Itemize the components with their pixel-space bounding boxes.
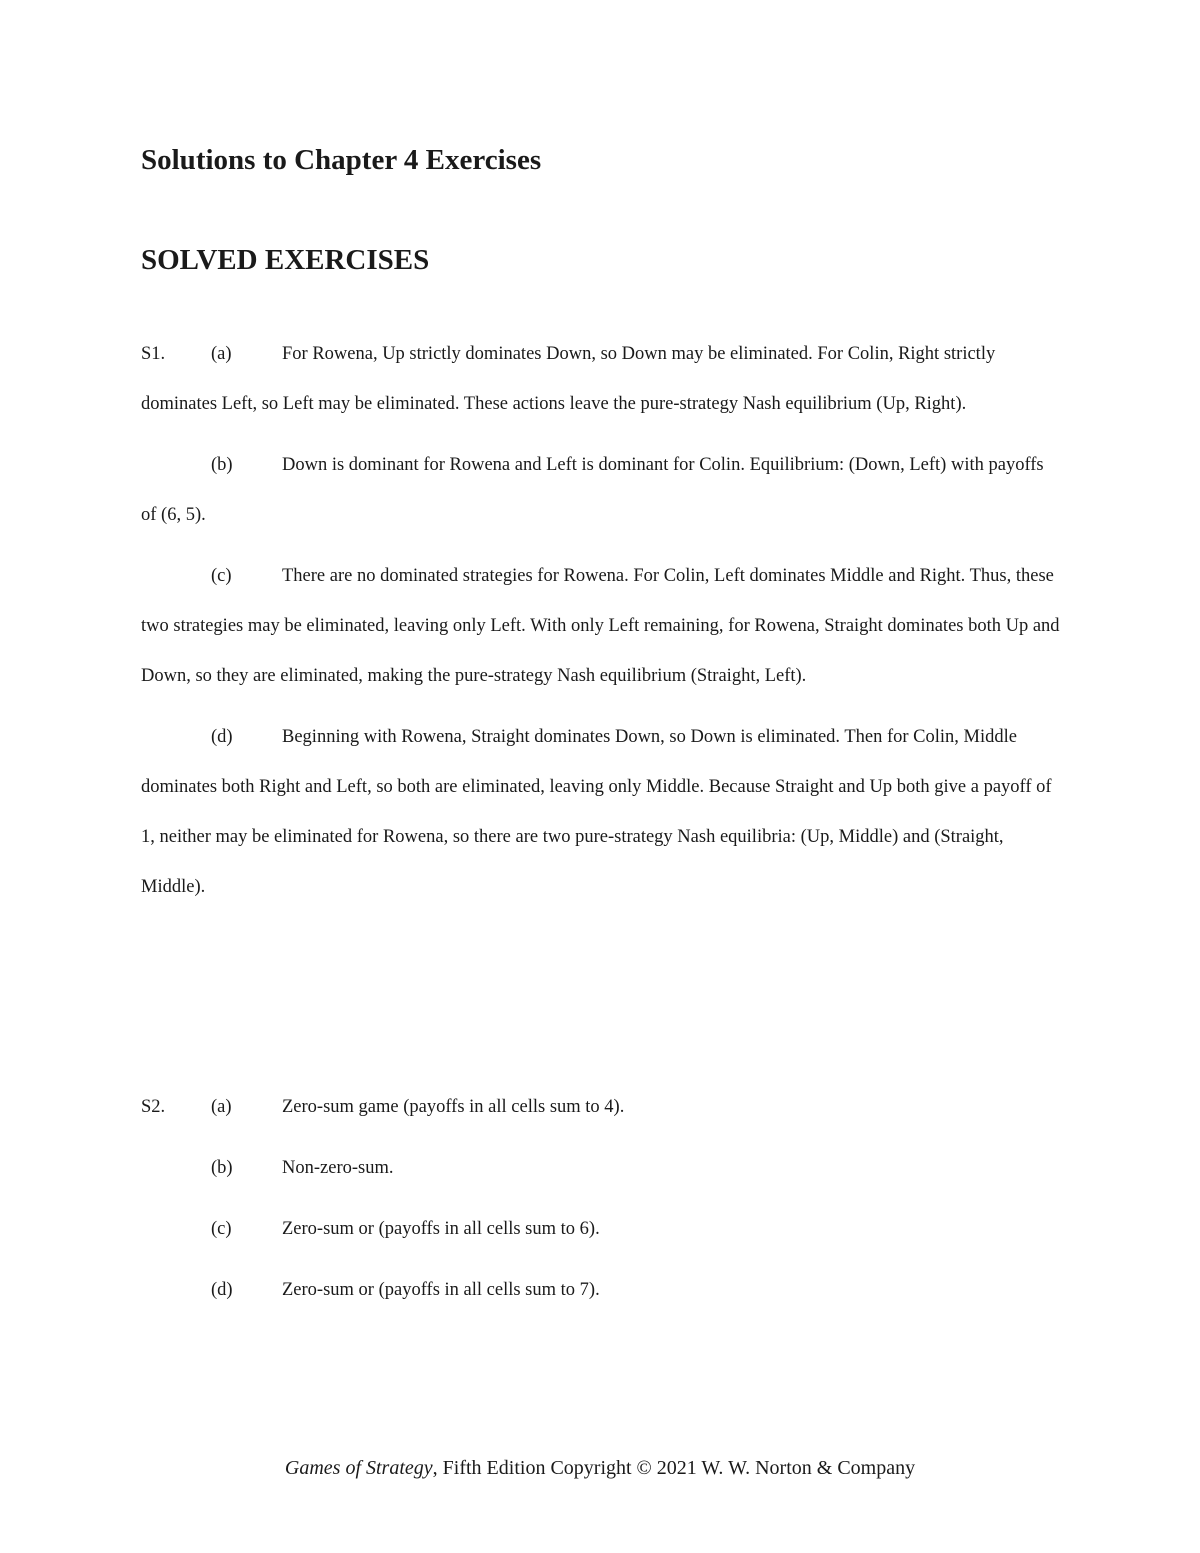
footer-copyright: , Fifth Edition Copyright © 2021 W. W. Norton & Company	[432, 1457, 916, 1479]
part-text: For Rowena, Up strictly dominates Down, so Down may be eliminated. For Colin, Right strictly dominates Left, so Left may be eliminated. These actions leave the pure-strategy Nash equilibrium (Up, Right).	[141, 344, 996, 414]
footer-book-title: Games of Strategy	[284, 1457, 433, 1479]
exercise-part	[141, 1082, 1061, 1143]
part-text: Zero-sum or (payoffs in all cells sum to 7).	[282, 1280, 600, 1300]
part-letter: (a)	[211, 1097, 232, 1117]
exercise-part	[141, 1143, 1061, 1204]
exercise-s1	[141, 329, 1061, 912]
page-footer	[0, 1453, 1200, 1483]
part-text: Non-zero-sum.	[282, 1158, 394, 1178]
part-text: There are no dominated strategies for Rowena. For Colin, Left dominates Middle and Right. Thus, these two strategies may be eliminated, leaving only Left. With only Left remaining, for Rowena, Straight dominates both Up and Down, so they are eliminated, making the pure-strategy Nash equilibrium (Straight, Left).	[141, 566, 1060, 686]
part-letter: (a)	[211, 344, 232, 364]
exercise-part	[141, 551, 1061, 701]
exercise-part	[141, 1265, 1061, 1326]
section-heading: SOLVED EXERCISES	[141, 244, 430, 276]
part-text: Down is dominant for Rowena and Left is dominant for Colin. Equilibrium: (Down, Left) with payoffs of (6, 5).	[141, 455, 1044, 525]
part-text: Zero-sum or (payoffs in all cells sum to 6).	[282, 1219, 600, 1239]
part-text: Zero-sum game (payoffs in all cells sum to 4).	[282, 1097, 625, 1117]
exercise-part	[141, 712, 1061, 912]
part-letter: (b)	[211, 1158, 233, 1178]
part-letter: (d)	[211, 727, 233, 747]
exercise-s2	[141, 1082, 1061, 1326]
part-letter: (c)	[211, 566, 232, 586]
part-letter: (d)	[211, 1280, 233, 1300]
part-letter: (b)	[211, 455, 233, 475]
page-title: Solutions to Chapter 4 Exercises	[141, 144, 542, 176]
part-letter: (c)	[211, 1219, 232, 1239]
part-text: Beginning with Rowena, Straight dominates Down, so Down is eliminated. Then for Colin, Middle dominates both Right and Left, so both are eliminated, leaving only Middle. Because Straight and Up both give a payoff of 1, neither may be eliminated for Rowena, so there are two pure-strategy Nash equilibria: (Up, Middle) and (Straight, Middle).	[141, 727, 1052, 897]
exercise-number: S1.	[141, 344, 166, 364]
exercise-part	[141, 440, 1061, 540]
exercise-part	[141, 329, 1061, 429]
exercise-number: S2.	[141, 1097, 166, 1117]
exercise-part	[141, 1204, 1061, 1265]
